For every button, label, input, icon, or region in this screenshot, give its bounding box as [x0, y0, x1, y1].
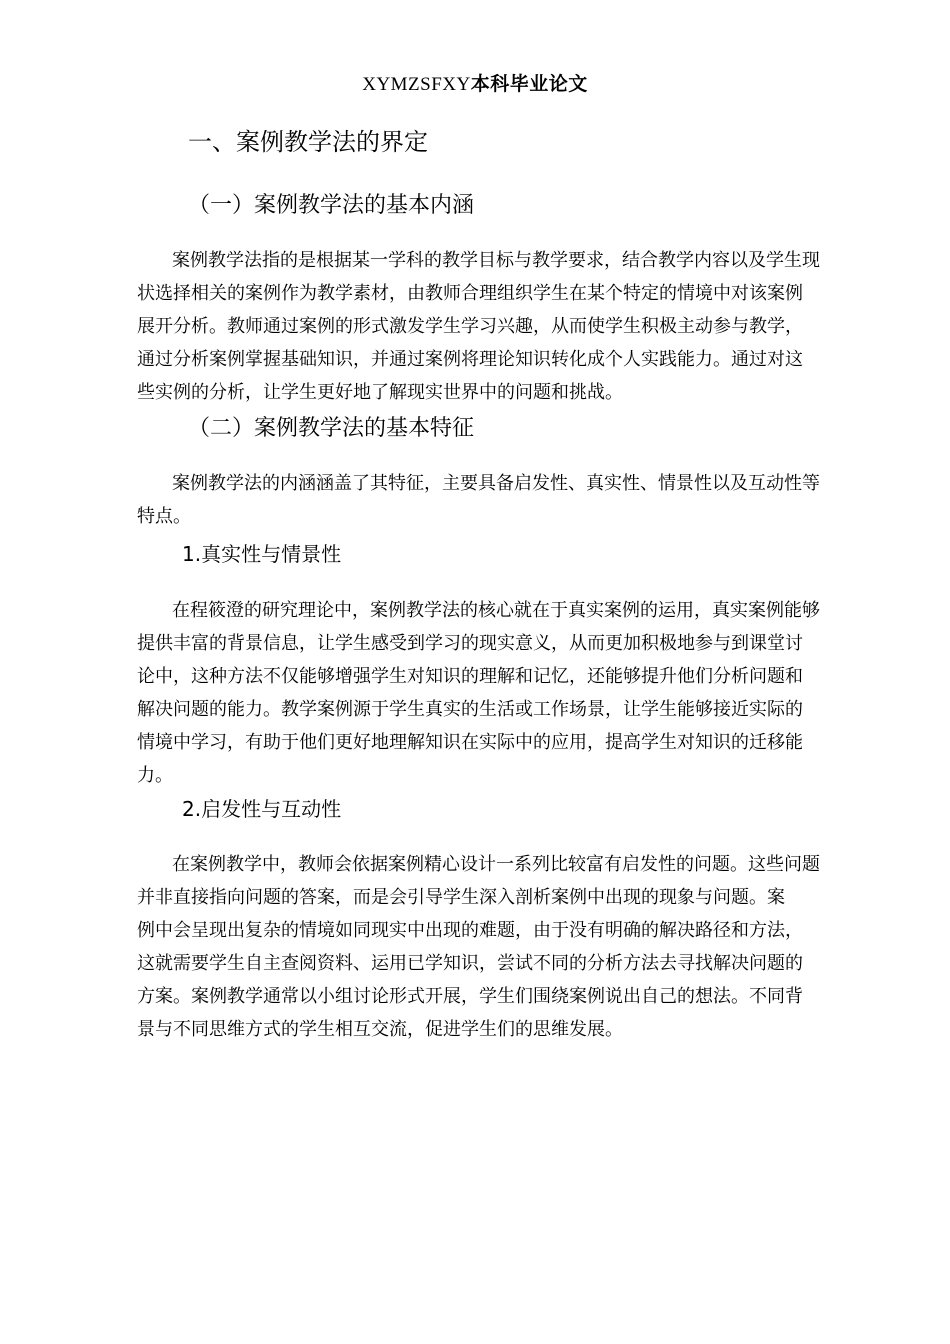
paragraph-line: 例中会呈现出复杂的情境如同现实中出现的难题，由于没有明确的解决路径和方法，: [137, 920, 803, 941]
running-header: [0, 70, 950, 99]
header-thesis-label: 本科毕业论文: [470, 73, 588, 95]
paragraph-line: 状选择相关的案例作为教学素材，由教师合理组织学生在某个特定的情境中对该案例: [137, 283, 803, 304]
paragraph-line: 通过分析案例掌握基础知识，并通过案例将理论知识转化成个人实践能力。通过对这: [137, 349, 803, 370]
paragraph-line: 论中，这种方法不仅能够增强学生对知识的理解和记忆，还能够提升他们分析问题和: [137, 666, 803, 687]
paragraph-line: 景与不同思维方式的学生相互交流，促进学生们的思维发展。: [137, 1019, 623, 1040]
paragraph-line: 并非直接指向问题的答案，而是会引导学生深入剖析案例中出现的现象与问题。案: [137, 887, 785, 908]
subsection-heading-basic-features: （二）案例教学法的基本特征: [188, 416, 475, 441]
paragraph-basic-features: [137, 467, 861, 533]
paragraph-basic-connotation: [137, 244, 861, 409]
paragraph-line: 解决问题的能力。教学案例源于学生真实的生活或工作场景，让学生能够接近实际的: [137, 699, 803, 720]
paragraph-line: 在程筱澄的研究理论中，案例教学法的核心就在于真实案例的运用，真实案例能够: [172, 600, 820, 621]
paragraph-inspiration: [137, 848, 861, 1046]
subsubsection-heading-authenticity: 1.真实性与情景性: [182, 542, 342, 566]
paragraph-line: 情境中学习，有助于他们更好地理解知识在实际中的应用，提高学生对知识的迁移能: [137, 732, 803, 753]
header-school-code: XYMZSFXY: [362, 74, 471, 95]
paragraph-authenticity: [137, 594, 861, 792]
paragraph-line: 案例教学法指的是根据某一学科的教学目标与教学要求，结合教学内容以及学生现: [172, 250, 820, 271]
section-heading-1: 一、案例教学法的界定: [188, 128, 428, 156]
paragraph-line: 特点。: [137, 506, 191, 527]
subsubsection-heading-inspiration: 2.启发性与互动性: [182, 797, 342, 821]
subsection-heading-basic-connotation: （一）案例教学法的基本内涵: [188, 193, 475, 218]
paragraph-line: 这就需要学生自主查阅资料、运用已学知识，尝试不同的分析方法去寻找解决问题的: [137, 953, 803, 974]
paragraph-line: 提供丰富的背景信息，让学生感受到学习的现实意义，从而更加积极地参与到课堂讨: [137, 633, 803, 654]
paragraph-line: 在案例教学中，教师会依据案例精心设计一系列比较富有启发性的问题。这些问题: [172, 854, 820, 875]
paragraph-line: 案例教学法的内涵涵盖了其特征，主要具备启发性、真实性、情景性以及互动性等: [172, 473, 820, 494]
paragraph-line: 力。: [137, 765, 173, 786]
paragraph-line: 方案。案例教学通常以小组讨论形式开展，学生们围绕案例说出自己的想法。不同背: [137, 986, 803, 1007]
paragraph-line: 些实例的分析，让学生更好地了解现实世界中的问题和挑战。: [137, 382, 623, 403]
paragraph-line: 展开分析。教师通过案例的形式激发学生学习兴趣，从而使学生积极主动参与教学，: [137, 316, 803, 337]
